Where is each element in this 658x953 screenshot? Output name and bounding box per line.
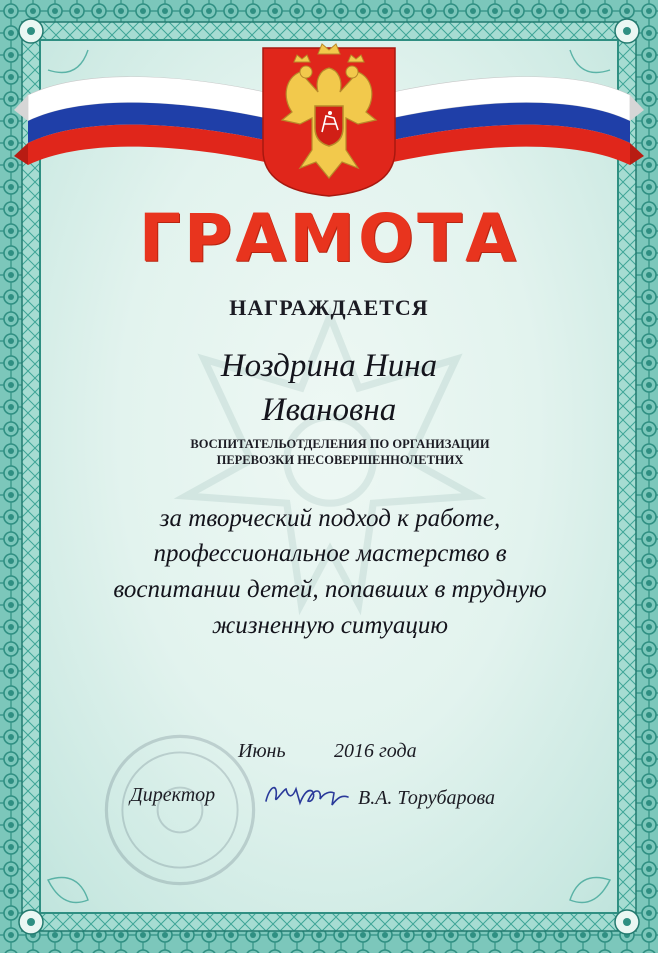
award-reason-line4: жизненную ситуацию [211,612,449,639]
awarded-label: НАГРАЖДАЕТСЯ [229,295,429,320]
director-name: В.А. Торубарова [358,787,496,809]
date-month: Июнь [238,740,286,762]
recipient-name-line2: Ивановна [261,392,397,428]
official-stamp-icon [100,730,260,890]
recipient-name-line1: Ноздрина Нина [220,348,438,384]
award-reason-line2: профессиональное мастерство в [153,540,507,567]
award-reason-line3: воспитании детей, попавших в трудную [113,576,547,603]
coat-of-arms-icon [263,44,395,196]
date-year: 2016 года [334,740,417,762]
certificate-title: ГРАМОТА [138,200,520,277]
recipient-position-line1: ВОСПИТАТЕЛЬОТДЕЛЕНИЯ ПО ОРГАНИЗАЦИИ [190,437,490,451]
flag-right-ribbon-icon [393,77,644,165]
director-label: Директор [130,784,216,806]
header-emblem [0,0,658,200]
handwritten-signature [262,775,352,815]
award-reason-line1: за творческий подход к работе, [159,505,501,532]
recipient-position-line2: ПЕРЕВОЗКИ НЕСОВЕРШЕННОЛЕТНИХ [216,453,464,467]
flag-left-ribbon-icon [14,77,265,165]
